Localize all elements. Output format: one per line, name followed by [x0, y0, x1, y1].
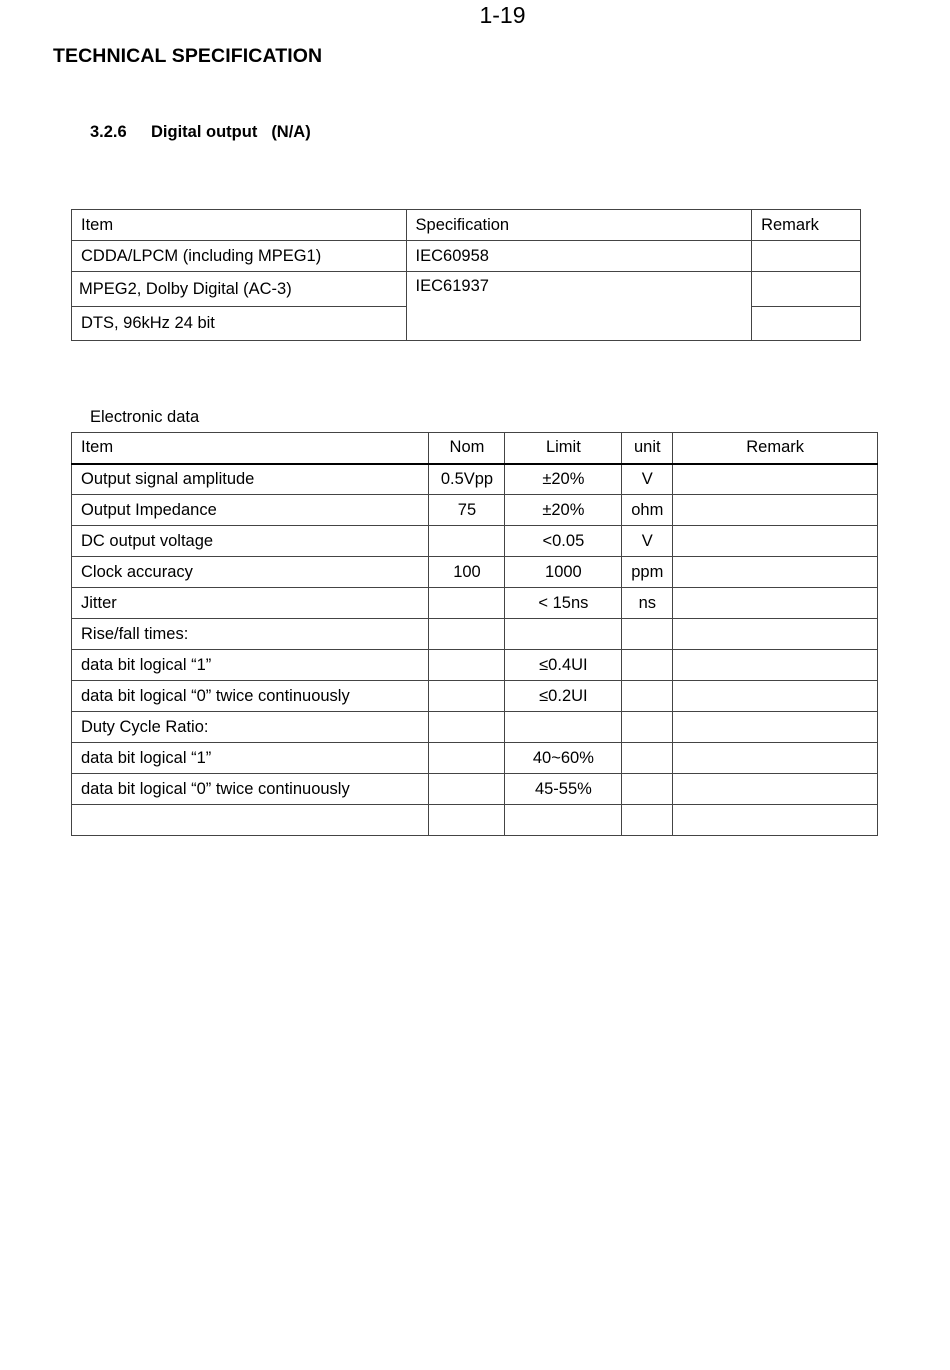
section-status: (N/A): [271, 123, 311, 141]
spec-cell-remark: [752, 307, 861, 341]
electronic-cell-limit: ≤0.2UI: [505, 681, 622, 712]
electronic-cell-remark: [673, 588, 878, 619]
electronic-cell-remark: [673, 650, 878, 681]
electronic-header-remark: Remark: [673, 433, 878, 464]
electronic-cell-limit: ±20%: [505, 464, 622, 495]
electronic-cell-limit: 40~60%: [505, 743, 622, 774]
electronic-data-label: Electronic data: [90, 408, 200, 426]
electronic-cell-nom: 75: [429, 495, 505, 526]
electronic-cell-limit: [505, 619, 622, 650]
table-row: [72, 272, 861, 307]
electronic-cell-limit: 1000: [505, 557, 622, 588]
electronic-cell-item: DC output voltage: [72, 526, 429, 557]
electronic-cell-item: Output Impedance: [72, 495, 429, 526]
spec-header-item: Item: [72, 210, 407, 241]
electronic-cell-unit: [622, 805, 673, 836]
electronic-cell-unit: [622, 712, 673, 743]
spec-header-remark: Remark: [752, 210, 861, 241]
spec-header-specification: Specification: [406, 210, 752, 241]
electronic-header-unit: unit: [622, 433, 673, 464]
electronic-cell-limit: < 15ns: [505, 588, 622, 619]
electronic-cell-item: Duty Cycle Ratio:: [72, 712, 429, 743]
electronic-cell-limit: <0.05: [505, 526, 622, 557]
electronic-cell-unit: [622, 681, 673, 712]
electronic-cell-nom: [429, 774, 505, 805]
table-row: [72, 743, 878, 774]
section-heading: [90, 123, 311, 142]
electronic-cell-unit: [622, 774, 673, 805]
page-number: 1-19: [479, 2, 526, 28]
electronic-cell-nom: [429, 650, 505, 681]
spec-cell-item: DTS, 96kHz 24 bit: [72, 307, 407, 341]
electronic-cell-item: data bit logical “0” twice continuously: [72, 681, 429, 712]
electronic-cell-nom: [429, 712, 505, 743]
section-number: 3.2.6: [90, 123, 127, 141]
electronic-cell-item: data bit logical “1”: [72, 650, 429, 681]
electronic-cell-item: [72, 805, 429, 836]
table-row: [72, 805, 878, 836]
table-row: [72, 650, 878, 681]
electronic-cell-unit: [622, 650, 673, 681]
spec-cell-specification: IEC60958: [406, 241, 752, 272]
electronic-cell-item: data bit logical “1”: [72, 743, 429, 774]
spec-table-header-row: [72, 210, 861, 241]
electronic-cell-unit: ns: [622, 588, 673, 619]
electronic-cell-item: Output signal amplitude: [72, 464, 429, 495]
electronic-table-header-row: [72, 433, 878, 464]
electronic-cell-limit: ±20%: [505, 495, 622, 526]
table-row: [72, 557, 878, 588]
table-row: [72, 241, 861, 272]
electronic-cell-nom: [429, 805, 505, 836]
electronic-cell-item: Rise/fall times:: [72, 619, 429, 650]
electronic-data-table: [71, 432, 878, 836]
electronic-cell-remark: [673, 495, 878, 526]
spec-cell-remark: [752, 241, 861, 272]
electronic-cell-limit: 45-55%: [505, 774, 622, 805]
electronic-header-nom: Nom: [429, 433, 505, 464]
electronic-cell-unit: V: [622, 526, 673, 557]
electronic-cell-nom: [429, 681, 505, 712]
table-row: [72, 712, 878, 743]
electronic-cell-remark: [673, 774, 878, 805]
electronic-cell-remark: [673, 464, 878, 495]
electronic-cell-unit: [622, 619, 673, 650]
electronic-header-item: Item: [72, 433, 429, 464]
table-row: [72, 681, 878, 712]
table-row: [72, 495, 878, 526]
spec-cell-item: CDDA/LPCM (including MPEG1): [72, 241, 407, 272]
table-row: [72, 464, 878, 495]
electronic-cell-remark: [673, 557, 878, 588]
electronic-cell-nom: [429, 588, 505, 619]
spec-cell-item: MPEG2, Dolby Digital (AC-3): [72, 272, 407, 307]
electronic-cell-unit: ohm: [622, 495, 673, 526]
electronic-cell-remark: [673, 619, 878, 650]
table-row: [72, 774, 878, 805]
electronic-cell-nom: [429, 743, 505, 774]
electronic-cell-remark: [673, 526, 878, 557]
table-row: [72, 526, 878, 557]
electronic-cell-limit: [505, 805, 622, 836]
electronic-cell-remark: [673, 681, 878, 712]
electronic-cell-nom: 0.5Vpp: [429, 464, 505, 495]
electronic-cell-remark: [673, 712, 878, 743]
electronic-cell-unit: ppm: [622, 557, 673, 588]
electronic-cell-remark: [673, 743, 878, 774]
table-row: [72, 588, 878, 619]
electronic-cell-nom: 100: [429, 557, 505, 588]
electronic-cell-nom: [429, 526, 505, 557]
spec-table: [71, 209, 861, 341]
electronic-cell-unit: [622, 743, 673, 774]
electronic-cell-item: Jitter: [72, 588, 429, 619]
table-row: [72, 619, 878, 650]
electronic-table-body: [72, 464, 878, 836]
document-title: TECHNICAL SPECIFICATION: [53, 45, 323, 67]
spec-cell-specification: IEC61937: [406, 272, 752, 341]
spec-cell-remark: [752, 272, 861, 307]
electronic-cell-item: data bit logical “0” twice continuously: [72, 774, 429, 805]
electronic-cell-limit: [505, 712, 622, 743]
section-title: Digital output: [151, 123, 258, 141]
electronic-header-limit: Limit: [505, 433, 622, 464]
electronic-cell-limit: ≤0.4UI: [505, 650, 622, 681]
electronic-cell-remark: [673, 805, 878, 836]
electronic-cell-item: Clock accuracy: [72, 557, 429, 588]
electronic-cell-nom: [429, 619, 505, 650]
electronic-cell-unit: V: [622, 464, 673, 495]
